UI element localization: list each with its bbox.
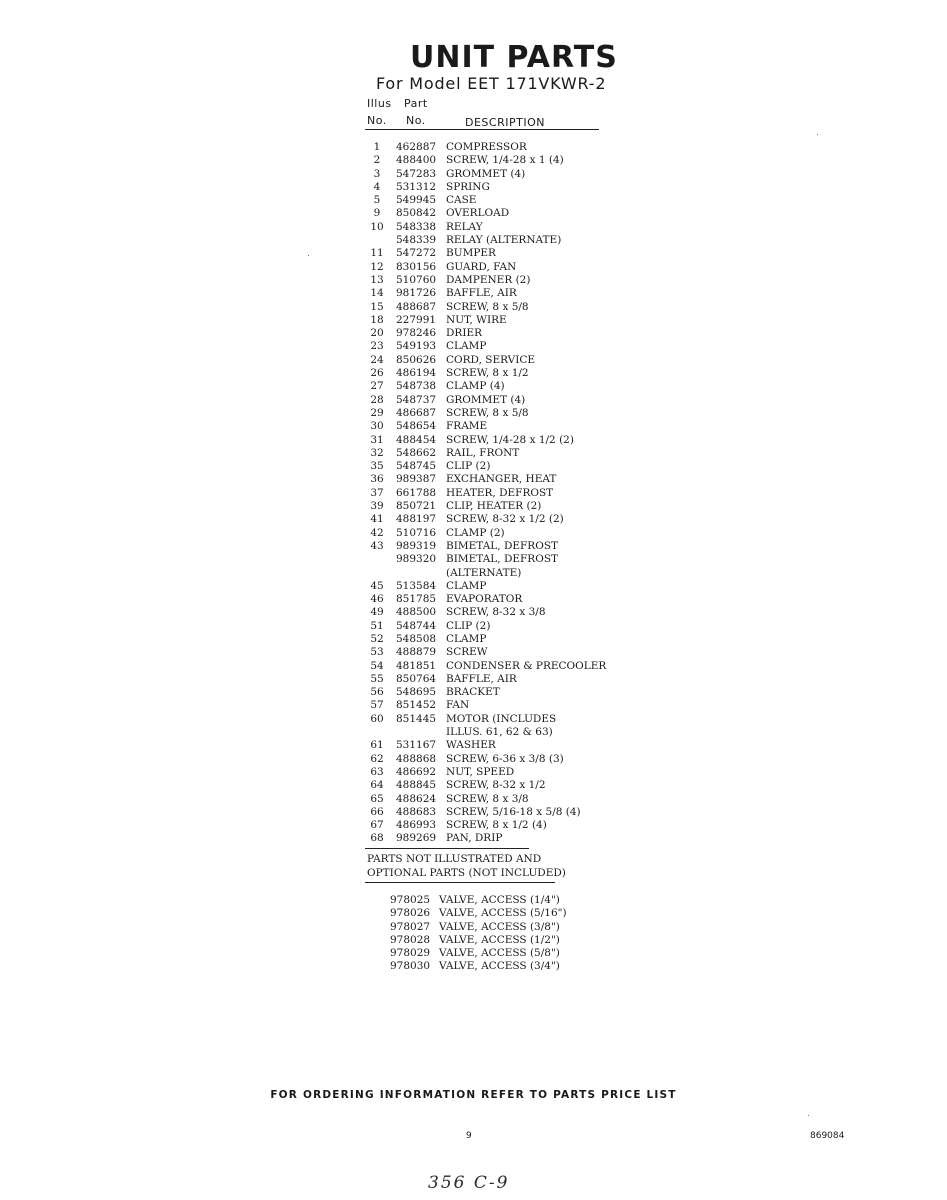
part-row bbox=[366, 261, 626, 274]
illus-number: 12 bbox=[370, 260, 384, 273]
part-number: 486687 bbox=[396, 406, 437, 419]
illus-number: 3 bbox=[373, 167, 381, 180]
part-description: SCREW, 6-36 x 3/8 (3) bbox=[446, 752, 564, 765]
part-row bbox=[366, 194, 626, 207]
part-row bbox=[366, 593, 626, 606]
illus-number: 24 bbox=[370, 353, 384, 366]
page-number: 9 bbox=[466, 1131, 472, 1141]
part-row bbox=[366, 221, 626, 234]
illus-number: 13 bbox=[370, 273, 384, 286]
part-description: SCREW, 8-32 x 1/2 bbox=[446, 779, 546, 792]
part-description: CLAMP bbox=[446, 340, 487, 353]
part-description: (ALTERNATE) bbox=[446, 566, 522, 579]
part-description: BUMPER bbox=[446, 247, 496, 260]
part-description: BAFFLE, AIR bbox=[446, 287, 517, 300]
parts-list bbox=[366, 141, 626, 846]
page-title: UNIT PARTS bbox=[410, 40, 618, 75]
part-description: BIMETAL, DEFROST bbox=[446, 539, 559, 552]
part-row bbox=[366, 367, 626, 380]
part-number: 481851 bbox=[396, 659, 437, 672]
part-row bbox=[366, 447, 626, 460]
not-illustrated-line2: OPTIONAL PARTS (NOT INCLUDED) bbox=[367, 867, 566, 879]
part-row bbox=[366, 500, 626, 513]
part-description: SCREW, 8 x 5/8 bbox=[446, 406, 529, 419]
part-row bbox=[366, 806, 626, 819]
illus-number: 62 bbox=[370, 752, 384, 765]
document-number: 869084 bbox=[810, 1131, 845, 1141]
part-number: 488197 bbox=[396, 513, 437, 526]
part-description: FRAME bbox=[446, 420, 488, 433]
illus-number: 23 bbox=[370, 340, 384, 353]
part-number: 510760 bbox=[396, 273, 437, 286]
part-number: 488500 bbox=[396, 606, 437, 619]
part-number: 978026 bbox=[390, 907, 431, 920]
part-number: 989269 bbox=[396, 832, 437, 845]
part-description: SCREW, 8 x 5/8 bbox=[446, 300, 529, 313]
part-description: SPRING bbox=[446, 180, 490, 193]
part-row bbox=[366, 567, 626, 580]
part-description: SCREW, 8 x 1/2 bbox=[446, 367, 529, 380]
part-description: CLAMP bbox=[446, 632, 487, 645]
part-description: RELAY (ALTERNATE) bbox=[446, 234, 562, 247]
part-number: 978030 bbox=[390, 960, 431, 973]
illus-number: 29 bbox=[370, 406, 384, 419]
part-row bbox=[366, 606, 626, 619]
illus-number: 68 bbox=[370, 832, 384, 845]
part-description: VALVE, ACCESS (1/2") bbox=[439, 933, 560, 946]
part-row bbox=[366, 646, 626, 659]
part-description: NUT, SPEED bbox=[446, 765, 515, 778]
part-number: 548339 bbox=[396, 234, 437, 247]
not-illustrated-line1: PARTS NOT ILLUSTRATED AND bbox=[367, 853, 542, 865]
part-number: 549945 bbox=[396, 194, 437, 207]
illus-number: 27 bbox=[370, 380, 384, 393]
part-description: COMPRESSOR bbox=[446, 141, 527, 153]
part-description: CASE bbox=[446, 194, 477, 207]
part-row bbox=[366, 394, 626, 407]
part-description: SCREW, 1/4-28 x 1/2 (2) bbox=[446, 433, 574, 446]
part-description: NUT, WIRE bbox=[446, 313, 507, 326]
part-description: BIMETAL, DEFROST bbox=[446, 553, 559, 566]
part-number: 531312 bbox=[396, 180, 437, 193]
part-number: 830156 bbox=[396, 260, 437, 273]
part-number: 978025 bbox=[390, 894, 431, 906]
part-description: CONDENSER & PRECOOLER bbox=[446, 659, 607, 672]
part-row bbox=[366, 314, 626, 327]
part-description: GUARD, FAN bbox=[446, 260, 517, 273]
illus-number: 35 bbox=[370, 460, 384, 473]
part-number: 850842 bbox=[396, 207, 437, 220]
part-description: CLAMP bbox=[446, 579, 487, 592]
illus-number: 61 bbox=[370, 739, 384, 752]
part-row bbox=[366, 673, 626, 686]
col-description-label: DESCRIPTION bbox=[465, 116, 545, 129]
scan-speck bbox=[817, 134, 818, 135]
part-number: 548738 bbox=[396, 380, 437, 393]
part-row bbox=[366, 540, 626, 553]
part-description: GROMMET (4) bbox=[446, 393, 526, 406]
part-row bbox=[366, 753, 626, 766]
part-description: WASHER bbox=[446, 739, 496, 752]
part-description: BRACKET bbox=[446, 686, 500, 699]
part-row bbox=[366, 473, 626, 486]
part-number: 548662 bbox=[396, 446, 437, 459]
part-number: 549193 bbox=[396, 340, 437, 353]
part-description: CLAMP (2) bbox=[446, 526, 505, 539]
part-row bbox=[366, 713, 626, 726]
part-row bbox=[366, 460, 626, 473]
illus-number: 26 bbox=[370, 367, 384, 380]
part-row bbox=[366, 168, 626, 181]
part-row bbox=[366, 434, 626, 447]
illus-number: 57 bbox=[370, 699, 384, 712]
illus-number: 18 bbox=[370, 313, 384, 326]
part-number: 462887 bbox=[396, 141, 437, 153]
part-row bbox=[366, 301, 626, 314]
illus-number: 53 bbox=[370, 646, 384, 659]
part-number: 851452 bbox=[396, 699, 437, 712]
handwritten-note: 356 C-9 bbox=[428, 1173, 510, 1193]
part-description: CORD, SERVICE bbox=[446, 353, 536, 366]
part-description: MOTOR (INCLUDES bbox=[446, 712, 557, 725]
part-number: 488687 bbox=[396, 300, 437, 313]
illus-number: 39 bbox=[370, 500, 384, 513]
model-subtitle: For Model EET 171VKWR-2 bbox=[376, 74, 607, 93]
illus-number: 1 bbox=[373, 141, 381, 153]
illus-number: 9 bbox=[373, 207, 381, 220]
illus-number: 36 bbox=[370, 473, 384, 486]
part-row bbox=[366, 420, 626, 433]
illus-number: 60 bbox=[370, 712, 384, 725]
part-number: 548508 bbox=[396, 632, 437, 645]
part-row bbox=[366, 154, 626, 167]
part-number: 851445 bbox=[396, 712, 437, 725]
illus-number: 55 bbox=[370, 672, 384, 685]
part-number: 488845 bbox=[396, 779, 437, 792]
part-row bbox=[366, 354, 626, 367]
part-row bbox=[366, 553, 626, 566]
part-row bbox=[366, 380, 626, 393]
part-description: VALVE, ACCESS (1/4") bbox=[439, 894, 560, 906]
part-row bbox=[366, 513, 626, 526]
illus-number: 11 bbox=[370, 247, 384, 260]
illus-number: 45 bbox=[370, 579, 384, 592]
illus-number: 56 bbox=[370, 686, 384, 699]
part-description: SCREW, 8-32 x 1/2 (2) bbox=[446, 513, 564, 526]
illus-number: 41 bbox=[370, 513, 384, 526]
illus-number: 37 bbox=[370, 486, 384, 499]
part-description: VALVE, ACCESS (3/8") bbox=[439, 920, 560, 933]
part-number: 989319 bbox=[396, 539, 437, 552]
part-number: 981726 bbox=[396, 287, 437, 300]
part-number: 488454 bbox=[396, 433, 437, 446]
part-description: EXCHANGER, HEAT bbox=[446, 473, 557, 486]
part-row bbox=[366, 287, 626, 300]
part-description: SCREW, 5/16-18 x 5/8 (4) bbox=[446, 805, 581, 818]
part-number: 548744 bbox=[396, 619, 437, 632]
part-number: 486194 bbox=[396, 367, 437, 380]
illus-number: 54 bbox=[370, 659, 384, 672]
part-number: 486993 bbox=[396, 819, 437, 832]
part-description: SCREW, 1/4-28 x 1 (4) bbox=[446, 154, 564, 167]
part-row bbox=[366, 633, 626, 646]
col-illus-label: Illus bbox=[367, 97, 392, 110]
part-number: 989387 bbox=[396, 473, 437, 486]
part-number: 548737 bbox=[396, 393, 437, 406]
part-row bbox=[366, 819, 626, 832]
part-row bbox=[366, 274, 626, 287]
part-row bbox=[366, 327, 626, 340]
illus-number: 14 bbox=[370, 287, 384, 300]
section-rule-bottom bbox=[365, 882, 555, 883]
part-description: CLIP (2) bbox=[446, 460, 491, 473]
part-number: 548338 bbox=[396, 220, 437, 233]
part-description: OVERLOAD bbox=[446, 207, 510, 220]
part-description: HEATER, DEFROST bbox=[446, 486, 554, 499]
illus-number: 49 bbox=[370, 606, 384, 619]
part-description: PAN, DRIP bbox=[446, 832, 503, 845]
ordering-footer: FOR ORDERING INFORMATION REFER TO PARTS PRICE LIST bbox=[270, 1089, 677, 1101]
part-row bbox=[366, 407, 626, 420]
part-row bbox=[366, 779, 626, 792]
part-number: 851785 bbox=[396, 593, 437, 606]
part-number: 510716 bbox=[396, 526, 437, 539]
part-number: 978029 bbox=[390, 947, 431, 960]
part-number: 850626 bbox=[396, 353, 437, 366]
part-description: RELAY bbox=[446, 220, 483, 233]
illus-number: 10 bbox=[370, 220, 384, 233]
part-number: 547272 bbox=[396, 247, 437, 260]
part-number: 978028 bbox=[390, 933, 431, 946]
part-number: 850721 bbox=[396, 500, 437, 513]
part-row bbox=[366, 793, 626, 806]
illus-number: 20 bbox=[370, 327, 384, 340]
part-row bbox=[366, 832, 626, 845]
part-number: 548745 bbox=[396, 460, 437, 473]
part-row bbox=[366, 620, 626, 633]
part-number: 548695 bbox=[396, 686, 437, 699]
part-number: 486692 bbox=[396, 765, 437, 778]
illus-number: 52 bbox=[370, 632, 384, 645]
part-description: BAFFLE, AIR bbox=[446, 672, 517, 685]
part-description: SCREW bbox=[446, 646, 488, 659]
part-description: CLIP (2) bbox=[446, 619, 491, 632]
part-description: DRIER bbox=[446, 327, 483, 340]
illus-number: 64 bbox=[370, 779, 384, 792]
part-row bbox=[366, 487, 626, 500]
scan-speck bbox=[808, 1115, 809, 1116]
part-number: 531167 bbox=[396, 739, 437, 752]
part-description: VALVE, ACCESS (5/8") bbox=[439, 947, 560, 960]
part-number: 661788 bbox=[396, 486, 437, 499]
part-number: 978246 bbox=[396, 327, 437, 340]
part-row bbox=[366, 739, 626, 752]
illus-number: 51 bbox=[370, 619, 384, 632]
part-description: SCREW, 8 x 1/2 (4) bbox=[446, 819, 547, 832]
header-rule bbox=[365, 129, 599, 130]
part-description: CLIP, HEATER (2) bbox=[446, 500, 542, 513]
illus-number: 42 bbox=[370, 526, 384, 539]
scan-speck bbox=[308, 255, 309, 256]
part-number: 850764 bbox=[396, 672, 437, 685]
part-description: FAN bbox=[446, 699, 470, 712]
part-row bbox=[366, 726, 626, 739]
illus-number: 28 bbox=[370, 393, 384, 406]
part-description: SCREW, 8 x 3/8 bbox=[446, 792, 529, 805]
part-row bbox=[366, 141, 626, 154]
part-number: 488624 bbox=[396, 792, 437, 805]
illus-number: 66 bbox=[370, 805, 384, 818]
part-number: 488879 bbox=[396, 646, 437, 659]
part-number: 227991 bbox=[396, 313, 437, 326]
part-description: DAMPENER (2) bbox=[446, 273, 531, 286]
part-row bbox=[366, 580, 626, 593]
part-row bbox=[366, 340, 626, 353]
part-row bbox=[366, 686, 626, 699]
part-number: 989320 bbox=[396, 553, 437, 566]
part-number: 488400 bbox=[396, 154, 437, 167]
part-description: ILLUS. 61, 62 & 63) bbox=[446, 726, 553, 739]
illus-number: 67 bbox=[370, 819, 384, 832]
illus-number: 30 bbox=[370, 420, 384, 433]
illus-number: 46 bbox=[370, 593, 384, 606]
illus-number: 15 bbox=[370, 300, 384, 313]
illus-number: 5 bbox=[373, 194, 381, 207]
part-row bbox=[366, 247, 626, 260]
illus-number: 31 bbox=[370, 433, 384, 446]
part-description: CLAMP (4) bbox=[446, 380, 505, 393]
illus-number: 43 bbox=[370, 539, 384, 552]
col-part-no-label: No. bbox=[406, 114, 426, 127]
part-description: VALVE, ACCESS (3/4") bbox=[439, 960, 560, 973]
part-row bbox=[366, 207, 626, 220]
part-number: 547283 bbox=[396, 167, 437, 180]
part-row bbox=[366, 766, 626, 779]
illus-number: 4 bbox=[373, 180, 381, 193]
col-part-label: Part bbox=[404, 97, 428, 110]
part-description: GROMMET (4) bbox=[446, 167, 526, 180]
part-number: 488868 bbox=[396, 752, 437, 765]
part-row bbox=[366, 527, 626, 540]
part-row bbox=[366, 234, 626, 247]
part-row bbox=[366, 660, 626, 673]
part-description: SCREW, 8-32 x 3/8 bbox=[446, 606, 546, 619]
part-row bbox=[366, 181, 626, 194]
part-row bbox=[366, 699, 626, 712]
part-number: 978027 bbox=[390, 920, 431, 933]
illus-number: 32 bbox=[370, 446, 384, 459]
part-number: 513584 bbox=[396, 579, 437, 592]
not-illustrated-heading bbox=[367, 852, 566, 880]
part-description: VALVE, ACCESS (5/16") bbox=[439, 907, 567, 920]
illus-number: 2 bbox=[373, 154, 381, 167]
col-illus-no-label: No. bbox=[367, 114, 387, 127]
part-number: 548654 bbox=[396, 420, 437, 433]
part-description: EVAPORATOR bbox=[446, 593, 523, 606]
part-number: 488683 bbox=[396, 805, 437, 818]
section-rule-top bbox=[365, 848, 529, 849]
illus-number: 63 bbox=[370, 765, 384, 778]
illus-number: 65 bbox=[370, 792, 384, 805]
part-description: RAIL, FRONT bbox=[446, 446, 520, 459]
